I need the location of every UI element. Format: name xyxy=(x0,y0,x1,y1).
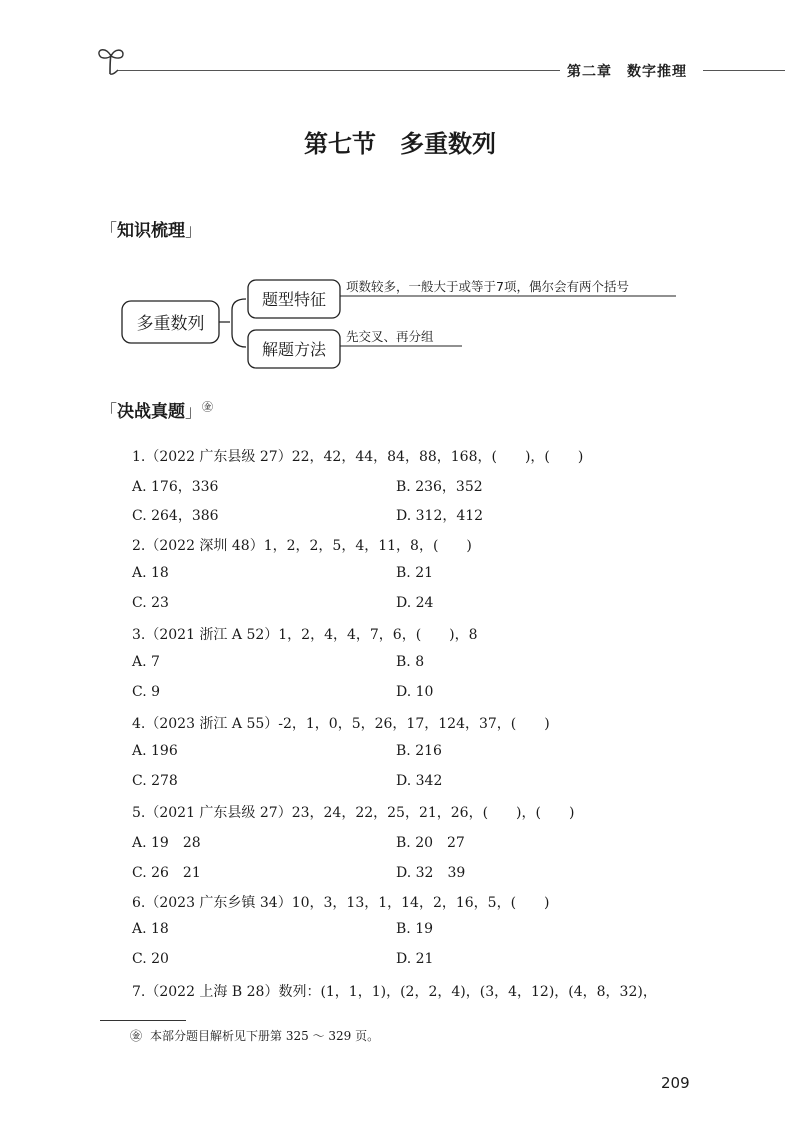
section-title: 第七节 多重数列 xyxy=(304,130,496,158)
answer-option: B. 20 27 xyxy=(396,835,465,852)
answer-option: C. 278 xyxy=(132,772,178,789)
answer-option: A. 18 xyxy=(132,564,169,581)
answer-option: A. 19 28 xyxy=(132,835,201,852)
answer-option: C. 23 xyxy=(132,594,169,611)
question-stem: 2.（2022 深圳 48）1，2，2，5，4，11，8，( ) xyxy=(132,538,472,555)
practice-label: 决战真题 xyxy=(117,402,185,422)
question-stem: 6.（2023 广东乡镇 34）10，3，13，1，14，2，16，5，( ) xyxy=(132,894,550,911)
bracket-open: 「 xyxy=(100,402,117,422)
question-stem: 5.（2021 广东县级 27）23，24，22，25，21，26，( )，( ) xyxy=(132,805,575,822)
answer-option: D. 21 xyxy=(396,950,434,967)
bracket-close: 」 xyxy=(185,402,202,422)
answer-option: B. 236，352 xyxy=(396,478,483,495)
answer-option: A. 196 xyxy=(132,743,178,759)
mind-map xyxy=(0,0,800,400)
answer-option: B. 216 xyxy=(396,743,442,759)
footnote-mark-icon: ㊎ xyxy=(202,400,213,414)
answer-option: A. 18 xyxy=(132,921,169,938)
question-stem: 3.（2021 浙江 A 52）1，2，4，4，7，6，( )，8 xyxy=(132,627,478,644)
answer-option: D. 342 xyxy=(396,772,443,789)
answer-option: A. 176，336 xyxy=(132,478,219,495)
answer-option: B. 19 xyxy=(396,921,434,938)
answer-option: B. 8 xyxy=(396,653,425,670)
mindmap-root: 多重数列 xyxy=(136,314,205,334)
footnote-mark-icon: ㊎ xyxy=(130,1029,143,1043)
answer-option: A. 7 xyxy=(132,653,160,670)
question-stem: 7.（2022 上海 B 28）数列：(1，1，1)，(2，2，4)，(3，4，12)，(4，8，32)， xyxy=(132,983,657,1000)
page-number: 209 xyxy=(661,1074,690,1092)
answer-option: C. 26 21 xyxy=(132,864,201,881)
answer-option: D. 10 xyxy=(396,683,434,700)
bracket-close: 」 xyxy=(185,221,202,241)
answer-option: D. 24 xyxy=(396,594,434,611)
branch-note-method: 先交叉、再分组 xyxy=(346,329,434,344)
answer-option: C. 20 xyxy=(132,950,169,967)
knowledge-label: 知识梳理 xyxy=(117,221,185,241)
branch-label-method: 解题方法 xyxy=(261,340,327,359)
question-stem: 4.（2023 浙江 A 55）-2，1，0，5，26，17，124，37，( ) xyxy=(132,716,550,733)
footnote xyxy=(132,1027,379,1044)
mindmap-connector xyxy=(219,299,246,347)
answer-option: C. 264，386 xyxy=(132,508,219,525)
answer-option: B. 21 xyxy=(396,564,434,581)
answer-option: D. 312，412 xyxy=(396,508,484,525)
footnote-text: 本部分题目解析见下册第 325 ～ 329 页。 xyxy=(150,1029,380,1043)
question-stem: 1.（2022 广东县级 27）22，42，44，84，88，168，( )，( ) xyxy=(132,449,584,465)
answer-option: C. 9 xyxy=(132,683,161,700)
branch-label-features: 题型特征 xyxy=(261,290,327,309)
footnote-rule xyxy=(100,1020,186,1021)
chapter-title: 第二章 数字推理 xyxy=(567,64,687,80)
practice-heading xyxy=(100,397,213,422)
bracket-open: 「 xyxy=(100,221,117,241)
answer-option: D. 32 39 xyxy=(396,864,466,881)
branch-note-features: 项数较多，一般大于或等于7项，偶尔会有两个括号 xyxy=(346,279,629,294)
